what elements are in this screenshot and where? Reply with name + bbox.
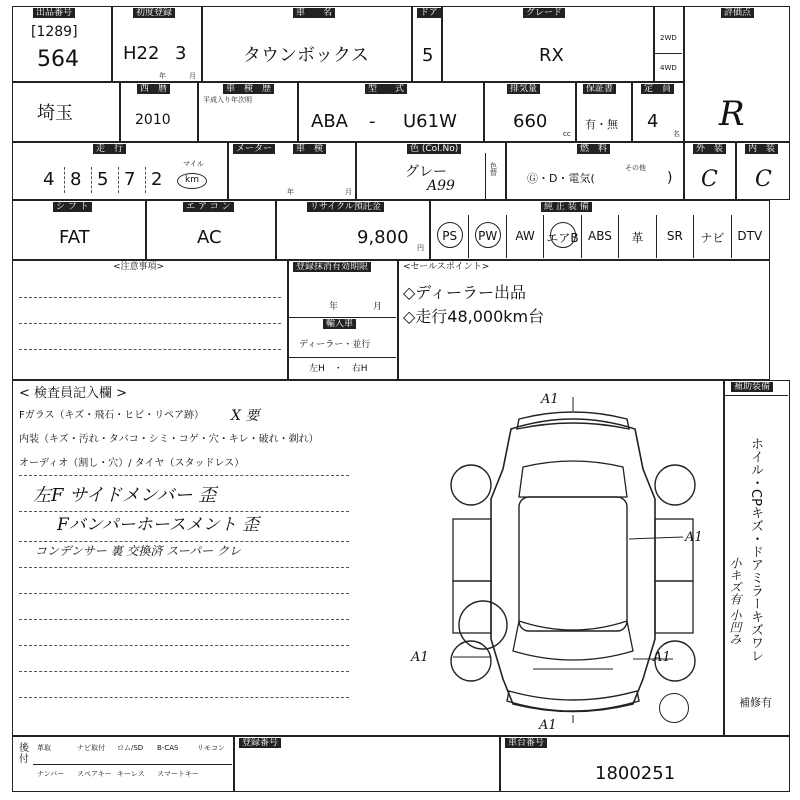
inspector-rule-6: [19, 619, 349, 620]
exterior-grade: C: [701, 167, 718, 192]
aftermarket-divider: [33, 764, 232, 765]
steering-value: 左H ・ 右H: [309, 364, 368, 374]
inspector-rule-1: [19, 475, 349, 476]
aftermarket-item: スペアキー: [77, 770, 112, 778]
inspector-line-3: オーディオ（割し・穴）/ タイヤ（スタッドレス）: [19, 458, 245, 469]
chassis-number: 1800251: [595, 763, 676, 784]
recycle-amount: 9,800: [357, 227, 409, 248]
notes-line-2: [19, 323, 281, 324]
year-unit: 年: [159, 72, 166, 80]
region: 埼玉: [37, 103, 73, 124]
inspector-line-1: Fガラス（キズ・飛石・ヒビ・リペア跡）: [19, 410, 205, 421]
inspection-year-unit: 年: [287, 188, 294, 196]
aftermarket-item: 革取: [37, 744, 51, 752]
mileage-label: 走 行: [93, 144, 126, 154]
mileage-digit: 2: [151, 169, 163, 190]
inspector-box: [12, 380, 724, 736]
aftermarket-item: B-CAS: [157, 744, 179, 752]
grade-label: グレード: [523, 8, 565, 18]
month-unit: 月: [189, 72, 196, 80]
fuel-label: 燃 料: [577, 144, 610, 154]
equipment-cell: [506, 215, 543, 258]
reg-month-unit: 月: [373, 302, 383, 312]
yen-unit: 円: [417, 244, 424, 252]
damage-mark-left-front: A1: [411, 650, 429, 665]
mileage-box: [12, 142, 228, 200]
drive-4wd: 4WD: [660, 64, 677, 72]
inspector-rule-7: [19, 645, 349, 646]
aftermarket-item: ナビ取付: [77, 744, 105, 752]
fuel-close: ): [667, 170, 673, 186]
mileage-digit: 5: [97, 169, 109, 190]
ac-label: エ ア コ ン: [183, 202, 234, 212]
aftermarket-box: [12, 736, 234, 792]
exterior-box: [684, 142, 736, 200]
era-year: H22: [123, 43, 160, 64]
shift-box: [12, 200, 146, 260]
interior-grade: C: [755, 167, 772, 192]
western-year-box: [120, 82, 198, 142]
damage-mark-front: A1: [539, 718, 557, 733]
exterior-label: 外 装: [693, 144, 726, 154]
inspector-rule-5: [19, 593, 349, 594]
lot-number-box: [12, 6, 112, 82]
equipment-circle-mark: [475, 222, 501, 248]
equipment-box: [430, 200, 770, 260]
first-reg-label: 初度登録: [133, 8, 175, 18]
notes-line-1: [19, 297, 281, 298]
inspection-box: [228, 142, 356, 200]
equipment-circle-mark: [550, 222, 576, 248]
color-value: グレー: [405, 164, 447, 180]
sales-label: <セールスポイント>: [403, 262, 490, 272]
reg-divider: [289, 317, 396, 318]
grade-box: [442, 6, 654, 82]
equipment-label: 純 正 装 備: [541, 202, 592, 212]
aftermarket-item: ロム/SD: [117, 744, 144, 752]
recycle-label: リサイクル預託金: [307, 202, 384, 212]
equipment-section-label: 補助装備: [731, 382, 773, 392]
hand-circle-mark: [659, 693, 689, 723]
inspector-rule-2: [19, 511, 349, 512]
damage-mark-right: A1: [685, 530, 703, 545]
aftermarket-item: リモコン: [197, 744, 225, 752]
car-name-box: [202, 6, 412, 82]
import-value: ディーラー・並行: [299, 340, 371, 350]
shift-label: シ フ ト: [53, 202, 92, 212]
reg-month: 3: [175, 43, 187, 64]
right-notes-box: [724, 380, 790, 736]
sales-box: [398, 260, 770, 380]
inspector-rule-4: [19, 567, 349, 568]
reg-number-label: 登録番号: [239, 738, 281, 748]
reg-number-box: [234, 736, 500, 792]
km-unit-circled: km: [177, 173, 207, 189]
notes-box: [12, 260, 288, 380]
mileage-digit-divider: [145, 167, 146, 193]
equipment-cell: [731, 215, 768, 258]
history-sub: 平成入り年次明: [203, 96, 252, 104]
damage-mark-right-front: A1: [653, 650, 671, 665]
equipment-item: エアB: [546, 231, 579, 245]
aftermarket-item: キーレス: [117, 770, 145, 778]
mile-unit: マイル: [183, 160, 204, 168]
cc-unit: cc: [563, 130, 571, 138]
fuel-box: [506, 142, 684, 200]
right-notes-sub: 小キズ有 小凹み: [728, 557, 742, 645]
model-dash: -: [369, 111, 376, 132]
western-year: 2010: [135, 112, 171, 128]
equipment-cell: [693, 215, 730, 258]
damage-mark-rear: A1: [541, 392, 559, 407]
notes-label: <注意事項>: [113, 262, 165, 272]
warranty-label: 保証書: [583, 84, 616, 94]
chassis-label: 車台番号: [505, 738, 547, 748]
car-name-label: 車 名: [293, 8, 335, 18]
western-year-label: 西 暦: [137, 84, 170, 94]
equipment-cell: [468, 215, 505, 258]
ac-value: AC: [197, 227, 222, 248]
capacity-box: [632, 82, 684, 142]
recycle-box: [276, 200, 430, 260]
warranty-box: [576, 82, 632, 142]
equipment-cell: [581, 215, 618, 258]
inspector-rule-8: [19, 671, 349, 672]
meter-label: メーター: [233, 144, 275, 154]
aftermarket-item: スマートキー: [157, 770, 199, 778]
rating-hand: R: [719, 94, 745, 134]
mileage-digit-divider: [64, 167, 65, 193]
sales-point-1: ◇ディーラー出品: [403, 283, 527, 302]
sales-point-2: ◇走行48,000km台: [403, 307, 545, 326]
displacement-box: [484, 82, 576, 142]
equipment-circle-mark: [437, 222, 463, 248]
interior-box: [736, 142, 790, 200]
mileage-digit: 7: [124, 169, 136, 190]
right-notes-main: ホイル・CPキズ・ドアミラーキズワレ: [748, 437, 763, 662]
model-label: 型 式: [365, 84, 407, 94]
equipment-cell: [431, 215, 468, 258]
model-prefix: ABA: [311, 111, 348, 132]
inspector-line-1-hand: X 要: [231, 408, 260, 424]
shift-value: FAT: [59, 227, 90, 248]
drive-box: [654, 6, 684, 82]
aftermarket-item: ナンバー: [37, 770, 65, 778]
car-name: タウンボックス: [243, 45, 369, 66]
reg-year-unit: 年: [329, 302, 339, 312]
car-damage-diagram: [433, 389, 713, 735]
interior-label: 内 装: [745, 144, 778, 154]
import-label: 輸入車: [323, 319, 356, 329]
color-code-hand: A99: [427, 178, 455, 194]
equipment-item: DTV: [737, 229, 763, 243]
capacity-unit: 名: [673, 130, 680, 138]
steering-divider: [289, 357, 396, 358]
lot-bracket: [1289]: [31, 24, 78, 40]
hand-note-1: 左F サイドメンバー 歪: [33, 485, 217, 506]
ac-box: [146, 200, 276, 260]
equipment-item: PS: [442, 229, 458, 243]
equipment-item: PW: [478, 229, 498, 243]
equipment-cell: [656, 215, 693, 258]
fuel-other: その他: [625, 164, 646, 172]
inspector-rule-9: [19, 697, 349, 698]
displacement: 660: [513, 111, 548, 132]
model-code: U61W: [403, 111, 457, 132]
color-box: [356, 142, 506, 200]
aftermarket-label: 後付: [19, 743, 29, 765]
right-notes-divider: [725, 395, 788, 396]
doors-box: [412, 6, 442, 82]
rating-box: [684, 6, 790, 142]
first-registration-box: [112, 6, 202, 82]
mileage-digit: 8: [70, 169, 82, 190]
hand-note-2: Fバンパーホースメント 歪: [57, 515, 260, 535]
equipment-item: SR: [666, 229, 683, 243]
drive-divider: [655, 53, 682, 54]
fuel-value: Ⓖ・D・電気(: [527, 172, 595, 185]
chassis-box: [500, 736, 790, 792]
equipment-item: 革: [631, 231, 644, 245]
warranty-value: 有・無: [585, 118, 618, 131]
inspection-month-unit: 月: [345, 188, 352, 196]
inspector-title: < 検査員記入欄 >: [19, 386, 128, 401]
reg-expiry-label: 登録抹消有効期限: [293, 262, 371, 272]
region-box: [12, 82, 120, 142]
inspection-label: 車 検: [293, 144, 326, 154]
grade-value: RX: [539, 45, 564, 66]
rating-label: 評価点: [721, 8, 754, 18]
lot-number-label: 出品番号: [33, 8, 75, 18]
inspector-rule-3: [19, 541, 349, 542]
color-divider: [485, 153, 486, 199]
model-box: [298, 82, 484, 142]
doors-value: 5: [422, 45, 434, 66]
history-label: 車 検 歴: [223, 84, 274, 94]
color-label: 色 (Col.No): [407, 144, 461, 154]
capacity-label: 定 員: [641, 84, 674, 94]
drive-2wd: 2WD: [660, 34, 677, 42]
mileage-digit: 4: [43, 169, 55, 190]
equipment-item: ナビ: [700, 231, 725, 245]
mileage-digit-divider: [91, 167, 92, 193]
equipment-item: ABS: [588, 229, 612, 243]
registration-box: [288, 260, 398, 380]
hand-note-3: コンデンサー 裏 交換済 スーパー クレ: [35, 544, 241, 558]
equipment-cell: [618, 215, 655, 258]
inspector-line-2: 内装（キズ・汚れ・タバコ・シミ・コゲ・穴・キレ・破れ・剃れ）: [19, 434, 319, 445]
mileage-digit-divider: [118, 167, 119, 193]
doors-label: ドア: [417, 8, 441, 18]
equipment-item: AW: [515, 229, 535, 243]
capacity: 4: [647, 111, 659, 132]
displacement-label: 排気量: [507, 84, 540, 94]
lot-number: 564: [37, 47, 79, 72]
color-change-label: 色替: [490, 162, 497, 177]
equipment-cell: [543, 215, 580, 258]
repair-note: 補修有: [739, 696, 772, 709]
history-box: [198, 82, 298, 142]
notes-line-3: [19, 349, 281, 350]
